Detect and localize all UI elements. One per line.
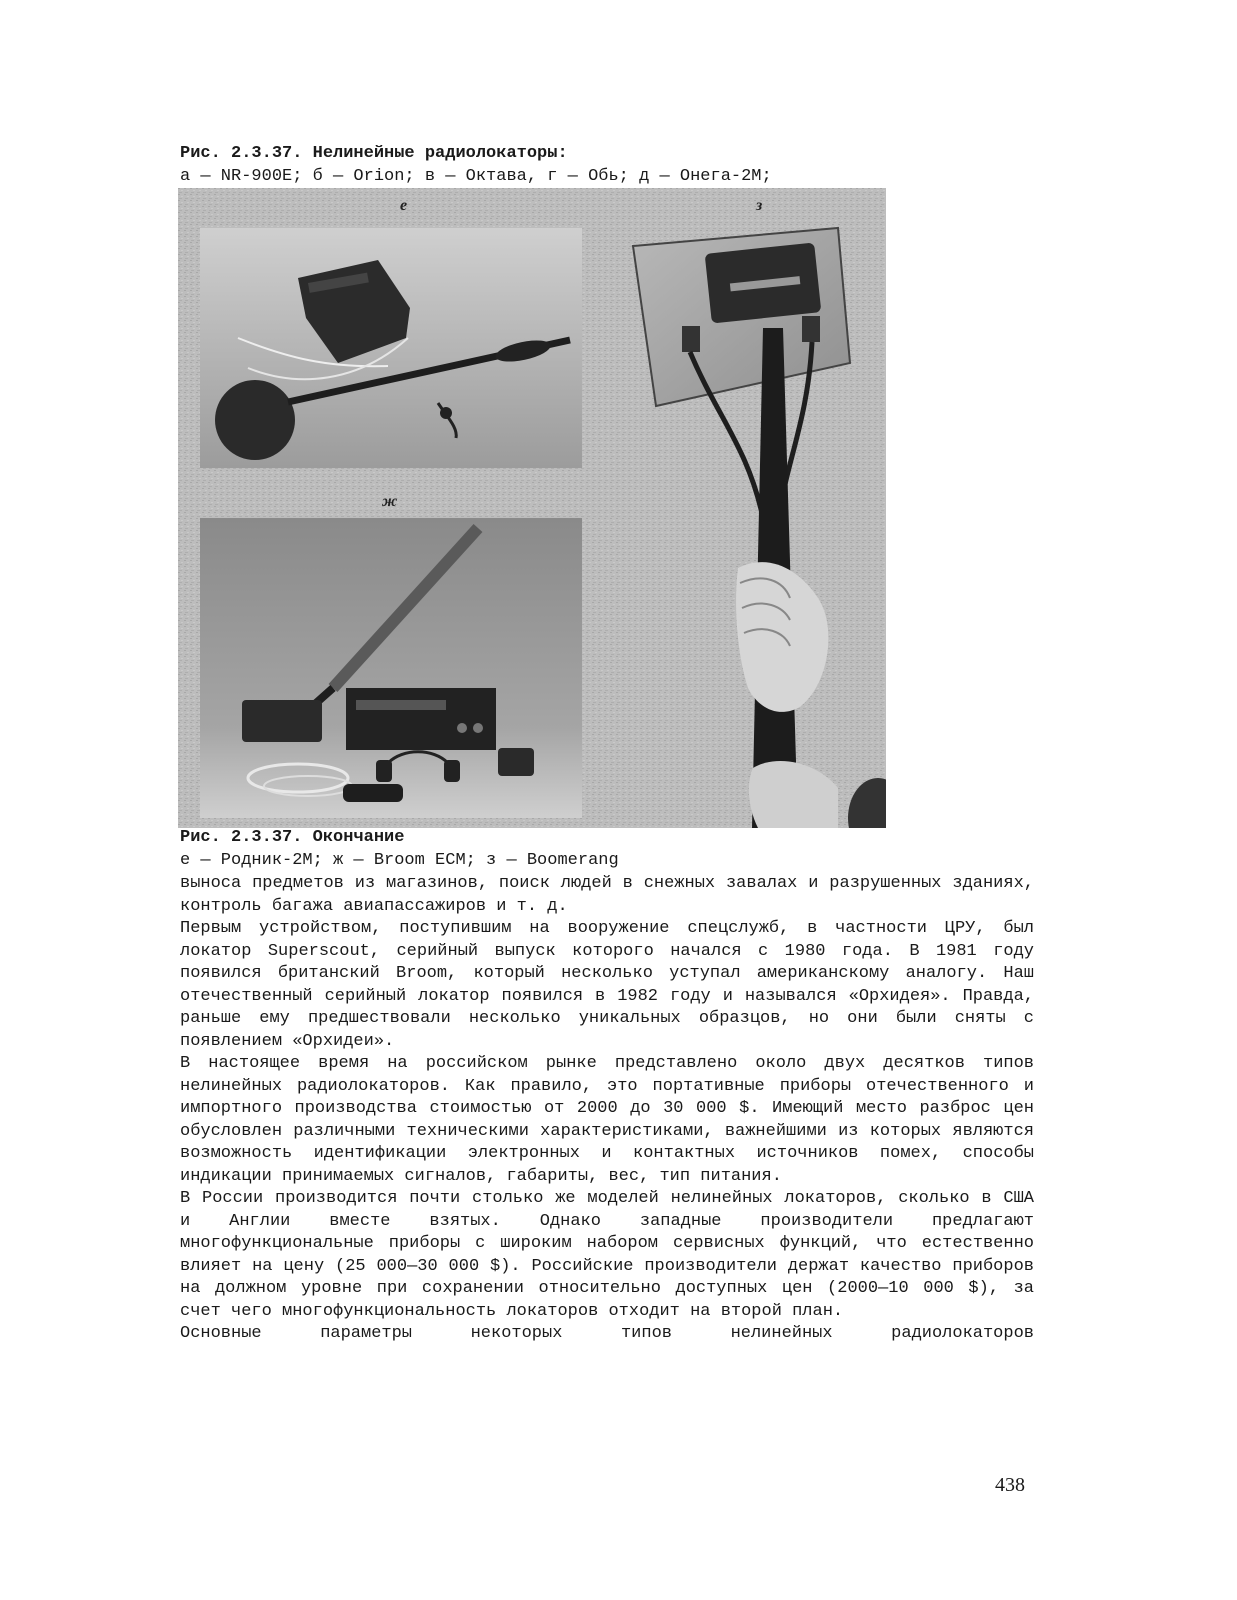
figure-caption-end-title: Рис. 2.3.37. Окончание bbox=[180, 828, 405, 847]
paragraph: Основные параметры некоторых типов нелинейных радиолокаторов bbox=[180, 1324, 1034, 1343]
photo-zh bbox=[200, 518, 582, 818]
figure-label-e: е bbox=[400, 197, 408, 214]
figure-caption-title: Рис. 2.3.37. Нелинейные радиолокаторы: bbox=[180, 144, 568, 163]
figure-caption-subtitle: а — NR-900E; б — Orion; в — Октава, г — Обь; д — Онега-2М; bbox=[180, 167, 772, 186]
figure-caption-end-subtitle: е — Родник-2М; ж — Broom ECM; з — Boomerang bbox=[180, 851, 619, 870]
photo-e bbox=[200, 228, 582, 468]
figure-label-zh: ж bbox=[382, 493, 398, 510]
paragraph: выноса предметов из магазинов, поиск людей в снежных завалах и разрушенных зданиях, контроль багажа авиапассажиров и т. д. bbox=[180, 874, 1034, 916]
figure-label-z: з bbox=[756, 197, 763, 214]
paragraph: Первым устройством, поступившим на вооружение спецслужб, в частности ЦРУ, был локатор Superscout, серийный выпуск которого начался с 1980 года. В 1981 году появился британский Broom, который несколько уступал американскому аналогу. Наш отечественный серийный локатор появился в 1982 году и назывался «Орхидея». Правда, раньше ему предшествовали несколько уникальных образцов, но они были сняты с появлением «Орхидеи». bbox=[180, 919, 1034, 1051]
page-number: 438 bbox=[995, 1474, 1025, 1496]
figure-photographs bbox=[178, 188, 886, 828]
paragraph: В настоящее время на российском рынке представлено около двух десятков типов нелинейных радиолокаторов. Как правило, это портативные приборы отечественного и импортного производства стоимостью от 2000 до 30 000 $. Имеющий место разброс цен обусловлен различными техническими характеристиками, важнейшими из которых являются возможность идентификации электронных и контактных источников помех, способы индикации принимаемых сигналов, габариты, вес, тип питания. bbox=[180, 1054, 1034, 1186]
body-text bbox=[180, 873, 1034, 1346]
paragraph: В России производится почти столько же моделей нелинейных локаторов, сколько в США и Англии вместе взятых. Однако западные производители предлагают многофункциональные приборы с широким набором сервисных функций, что естественно влияет на цену (25 000—30 000 $). Российские производители держат качество приборов на должном уровне при сохранении относительно доступных цен (2000—10 000 $), за счет чего многофункциональность локаторов отходит на второй план. bbox=[180, 1189, 1034, 1321]
